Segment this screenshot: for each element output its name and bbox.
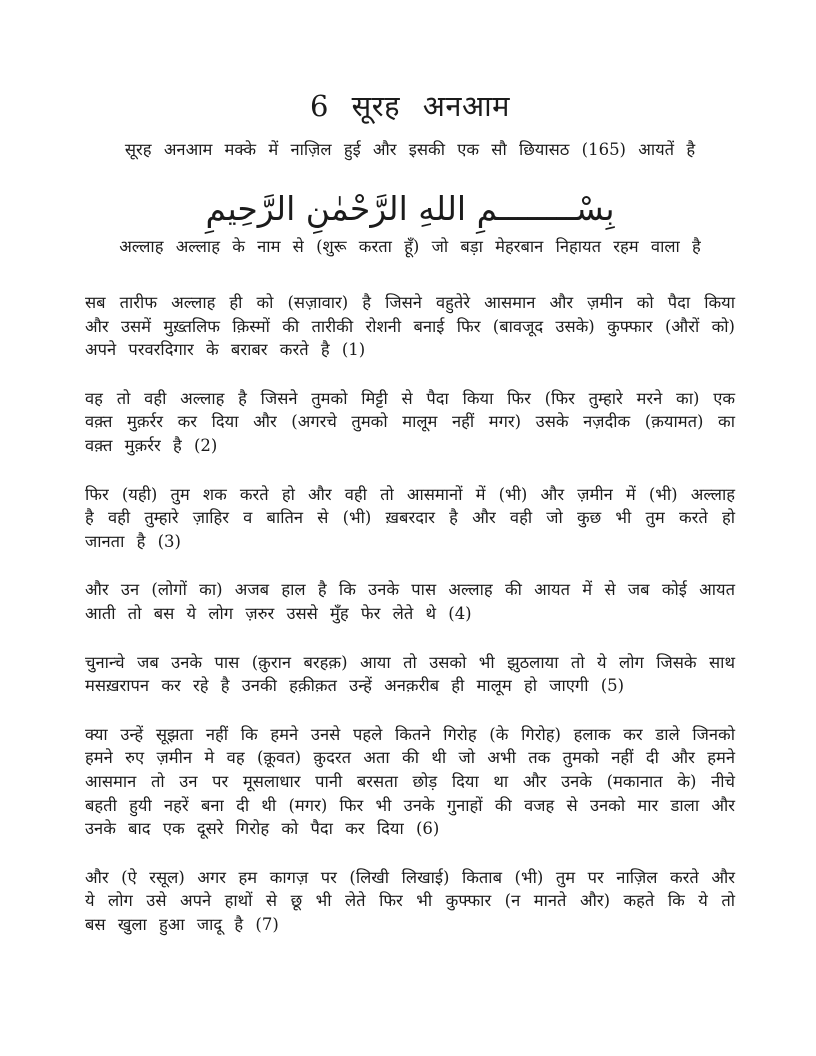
surah-title: 6 सूरह अनआम	[310, 89, 510, 123]
verse-paragraph-7: और (ऐ रसूल) अगर हम कागज़ पर (लिखी लिखाई) किताब (भी) तुम पर नाज़िल करते और ये लोग उसे अपने हाथों से छू भी लेते फिर भी कुफ्फार (न मानते और) कहते कि ये तो बस खुला हुआ जादू है (7)	[85, 867, 735, 934]
verse-paragraph-5: चुनान्चे जब उनके पास (क़ुरान बरहक़) आया तो उसको भी झुठलाया तो ये लोग जिसके साथ मसख़रापन कर रहे है उनकी हक़ीक़त उन्हें अनक़रीब ही मालूम हो जाएगी (5)	[85, 652, 735, 696]
verse-paragraph-4: और उन (लोगों का) अजब हाल है कि उनके पास अल्लाह की आयत में से जब कोई आयत आती तो बस ये लोग ज़रुर उससे मुँह फेर लेते थे (4)	[85, 580, 735, 624]
bismillah-calligraphy: بِسْــــــــمِ اللهِ الرَّحْمٰنِ الرَّحِيمِ	[205, 189, 615, 229]
verse-paragraph-1: सब तारीफ अल्लाह ही को (सज़ावार) है जिसने वहुतेरे आसमान और ज़मीन को पैदा किया और उसमें मुख़्तलिफ क़िस्मों की तारीकी रोशनी बनाई फिर (बावजूद उसके) कुफ्फार (औरों को) अपने परवरदिगार के बराबर करते है (1)	[85, 293, 735, 360]
surah-subtitle: सूरह अनआम मक्के में नाज़िल हुई और इसकी एक सौ छियासठ (165) आयतें है	[124, 140, 696, 159]
verse-paragraph-2: वह तो वही अल्लाह है जिसने तुमको मिट्टी से पैदा किया फिर (फिर तुम्हारे मरने का) एक वक़्त मुक़र्रर कर दिया और (अगरचे तुमको मालूम नहीं मगर) उसके नज़दीक (क़यामत) का वक़्त मुक़र्रर है (2)	[85, 388, 735, 456]
verse-paragraph-6: क्या उन्हें सूझता नहीं कि हमने उनसे पहले कितने गिरोह (के गिरोह) हलाक कर डाले जिनको हमने रुए ज़मीन मे वह (क़ूवत) क़ुदरत अता की थी जो अभी तक तुमको नहीं दी और हमने आसमान तो उन पर मूसलाधार पानी बरसता छोड़ दिया था और उनके (मकानात के) नीचे बहती हुयी नहरें बना दी थी (मगर) फिर भी उनके गुनाहों की वजह से उनको मार डाला और उनके बाद एक दूसरे गिरोह को पैदा कर दिया (6)	[85, 724, 735, 839]
bismillah-translation: अल्लाह अल्लाह के नाम से (शुरू करता हूँ) जो बड़ा मेहरबान निहायत रहम वाला है	[119, 236, 701, 256]
verse-paragraph-3: फिर (यही) तुम शक करते हो और वही तो आसमानों में (भी) और ज़मीन में (भी) अल्लाह है वही तुम्हारे ज़ाहिर व बातिन से (भी) ख़बरदार है और वही जो कुछ भी तुम करते हो जानता है (3)	[85, 484, 735, 551]
